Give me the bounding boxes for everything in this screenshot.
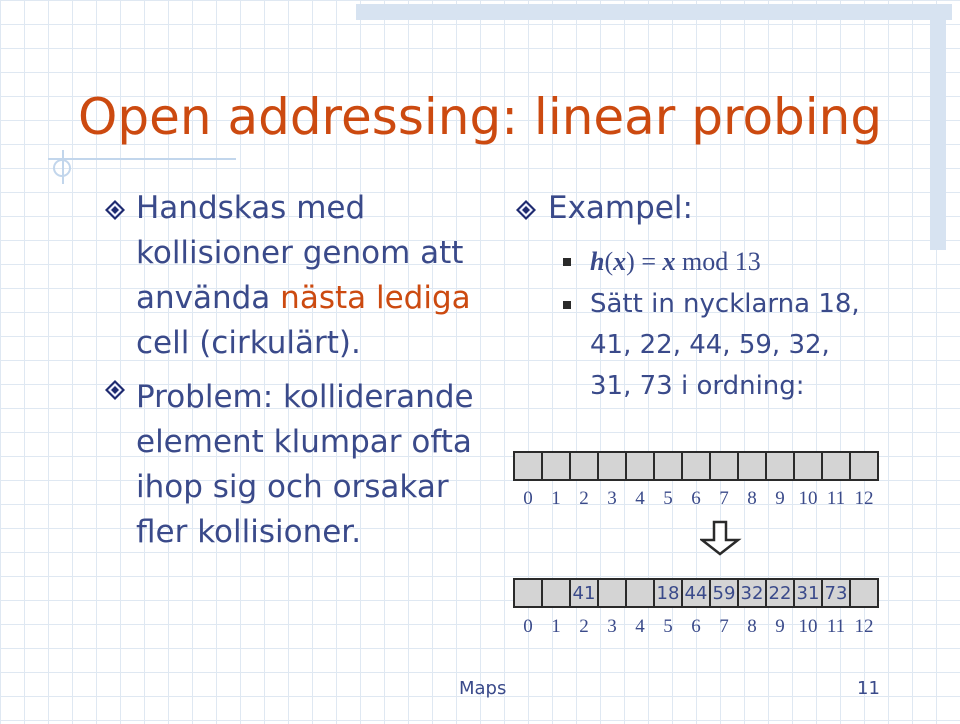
footer-title: Maps — [459, 678, 507, 699]
hash-table-empty — [513, 451, 877, 481]
table-index: 9 — [775, 616, 785, 637]
example-heading: Exampel: — [548, 190, 693, 226]
formula-rest: mod 13 — [675, 247, 761, 276]
table-cell — [849, 451, 879, 481]
table-cell — [513, 451, 543, 481]
bullet-text: Handskas med kollisioner genom att använda — [136, 190, 464, 316]
formula-x: x — [613, 247, 627, 276]
diamond-bullet-icon — [515, 199, 537, 221]
highlight-text: nästa lediga — [280, 280, 471, 316]
table-index: 0 — [523, 488, 533, 509]
table-index: 10 — [798, 488, 818, 509]
table-cell: 31 — [793, 578, 823, 608]
slide-title: Open addressing: linear probing — [78, 88, 883, 146]
table-cell — [597, 451, 627, 481]
table-index: 6 — [691, 616, 701, 637]
bullet-text-end: cell (cirkulärt). — [136, 325, 361, 361]
insert-keys-line-1: Sätt in nycklarna 18, — [590, 289, 860, 319]
table-cell: 18 — [653, 578, 683, 608]
table-cell — [709, 451, 739, 481]
diamond-bullet-icon — [104, 199, 126, 221]
table-cell — [569, 451, 599, 481]
table-cell — [849, 578, 879, 608]
formula-open: ( — [604, 247, 614, 276]
title-ring-ornament — [53, 159, 71, 177]
table-index: 7 — [719, 488, 729, 509]
diamond-bullet-icon — [104, 379, 126, 401]
page-number: 11 — [857, 678, 880, 699]
square-bullet-icon — [563, 301, 571, 309]
table-index: 2 — [579, 616, 589, 637]
table-index: 0 — [523, 616, 533, 637]
formula-x2: x — [662, 247, 676, 276]
table-index: 7 — [719, 616, 729, 637]
table-index: 5 — [663, 488, 673, 509]
title-rule — [48, 158, 236, 160]
table-indices-bottom — [514, 616, 878, 638]
table-index: 1 — [551, 616, 561, 637]
table-cell — [597, 578, 627, 608]
decor-bar-top — [356, 4, 952, 20]
table-cell — [541, 451, 571, 481]
table-index: 1 — [551, 488, 561, 509]
table-cell: 59 — [709, 578, 739, 608]
table-index: 2 — [579, 488, 589, 509]
table-cell — [681, 451, 711, 481]
table-index: 9 — [775, 488, 785, 509]
table-cell — [625, 578, 655, 608]
table-index: 10 — [798, 616, 818, 637]
table-cell: 32 — [737, 578, 767, 608]
hash-table-filled — [513, 578, 877, 608]
table-cell — [513, 578, 543, 608]
formula-h: h — [590, 247, 605, 276]
table-indices-top — [514, 488, 878, 510]
table-cell — [653, 451, 683, 481]
insert-keys-line-2: 41, 22, 44, 59, 32, — [590, 330, 830, 360]
table-index: 8 — [747, 488, 757, 509]
table-cell — [541, 578, 571, 608]
formula-close: ) — [626, 247, 635, 276]
table-index: 3 — [607, 616, 617, 637]
table-index: 11 — [826, 488, 846, 509]
table-cell — [765, 451, 795, 481]
table-cell: 44 — [681, 578, 711, 608]
formula-eq: = — [634, 247, 663, 276]
table-cell — [793, 451, 823, 481]
hash-formula — [590, 242, 761, 282]
table-index: 4 — [635, 488, 645, 509]
bullet-linear-probing — [136, 186, 496, 366]
table-index: 5 — [663, 616, 673, 637]
table-index: 6 — [691, 488, 701, 509]
bullet-problem: Problem: kolliderande element klumpar ofta ihop sig och orsakar fler kollisioner. — [136, 379, 474, 550]
table-index: 12 — [854, 488, 874, 509]
down-arrow-icon — [700, 520, 742, 556]
table-cell — [821, 451, 851, 481]
insert-keys-line-3: 31, 73 i ordning: — [590, 371, 805, 401]
table-cell — [737, 451, 767, 481]
square-bullet-icon — [563, 258, 571, 266]
table-cell — [625, 451, 655, 481]
table-cell: 41 — [569, 578, 599, 608]
table-cell: 22 — [765, 578, 795, 608]
table-index: 3 — [607, 488, 617, 509]
table-index: 11 — [826, 616, 846, 637]
table-index: 4 — [635, 616, 645, 637]
table-cell: 73 — [821, 578, 851, 608]
table-index: 8 — [747, 616, 757, 637]
decor-bar-right — [930, 4, 946, 250]
table-index: 12 — [854, 616, 874, 637]
